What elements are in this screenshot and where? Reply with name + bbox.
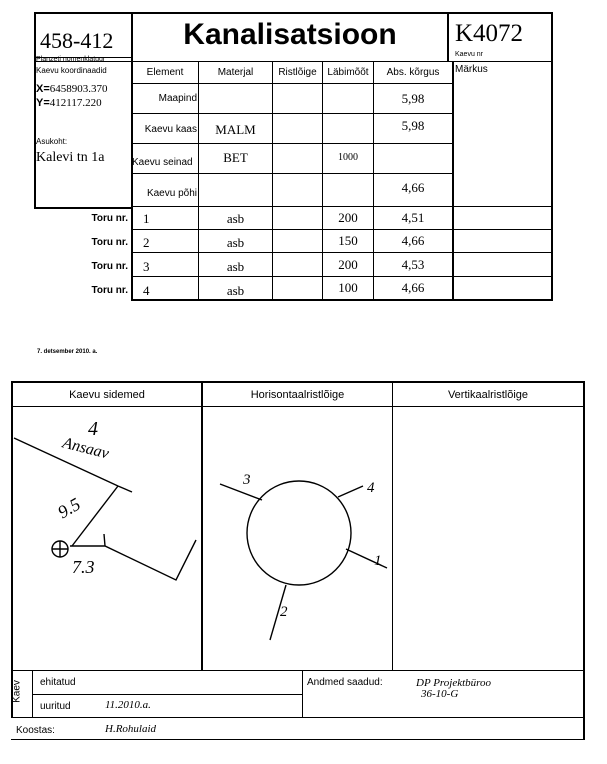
measured-label: uuritud [40, 701, 71, 712]
pipe-abs-height: 4,53 [401, 257, 425, 272]
col-header-element: Element [146, 67, 184, 78]
pipe-abs-height: 4,66 [401, 280, 425, 295]
well-circle [247, 481, 351, 585]
row-abs-height: 4,66 [401, 180, 425, 195]
measured-value: 11.2010.a. [105, 699, 151, 711]
nomenclature-label: Planzeti nomenklatuur [36, 56, 106, 63]
pipe-material: asb [226, 259, 245, 274]
row-material: BET [223, 150, 248, 165]
row-element: Kaevu põhi [146, 188, 197, 199]
pipe-number: 3 [143, 259, 150, 274]
pipe-line-diagonal [72, 486, 118, 546]
row-abs-height: 5,98 [401, 118, 425, 133]
coordinate-x-value: 6458903.370 [49, 83, 108, 95]
coordinates-label: Kaevu koordinaadid [36, 66, 107, 75]
page-title: Kanalisatsioon [183, 18, 397, 51]
row-diameter: 1000 [338, 152, 358, 163]
side-label-well: Kaev [11, 680, 23, 703]
pipe-abs-height: 4,66 [401, 233, 425, 248]
pipe-diameter: 200 [338, 210, 358, 225]
compiled-value: H.Rohulaid [105, 723, 157, 735]
row-material: MALM [215, 122, 256, 137]
col-header-abs-height: Abs. kõrgus [386, 67, 440, 78]
col-header-cross-section: Ristlõige [278, 67, 317, 78]
location-value: Kalevi tn 1a [36, 150, 105, 165]
panel-title-vertical-section: Vertikaalristlõige [447, 389, 529, 401]
col-header-diameter: Läbimõõt [327, 67, 369, 78]
panel-title-well-connections: Kaevu sidemed [69, 389, 145, 401]
pipe-mark-1: 1 [374, 553, 382, 569]
col-header-remarks: Märkus [455, 64, 488, 75]
pipe-4-line [338, 486, 363, 497]
pipe-label: Toru nr. [91, 285, 128, 296]
pipe-mark-2: 2 [280, 604, 288, 620]
pipe-mark-3: 3 [243, 472, 251, 488]
well-number-label: Kaevu nr [455, 51, 484, 58]
data-source-line2: 36-10-G [421, 688, 459, 700]
pipe-mark-4: 4 [367, 480, 375, 496]
pipe-material: asb [226, 211, 245, 226]
row-element: Kaevu seinad [132, 157, 193, 168]
pipe-number: 2 [143, 235, 150, 250]
row-element: Kaevu kaas [144, 124, 197, 135]
pipe-tick [104, 534, 105, 546]
coordinate-x-prefix: X= [36, 83, 50, 95]
pipe-stub [118, 486, 132, 492]
row-abs-height: 5,98 [401, 91, 425, 106]
print-date: 7. detsember 2010. a. [37, 349, 98, 355]
row-element: Maapind [158, 93, 197, 104]
pipe-label: Toru nr. [91, 237, 128, 248]
pipe-number: 1 [143, 211, 150, 226]
col-header-material: Materjal [217, 67, 254, 78]
pipe-label: Toru nr. [91, 261, 128, 272]
compiled-label: Koostas: [16, 725, 55, 736]
pipe-diameter: 150 [338, 233, 358, 248]
pipe-3-line [220, 484, 262, 500]
panel-title-horizontal-section: Horisontaalristlõige [250, 389, 345, 401]
coordinate-y-value: 412117.220 [49, 97, 102, 109]
pipe-number: 4 [143, 283, 150, 298]
built-label: ehitatud [40, 677, 76, 688]
pipe-diameter: 100 [338, 280, 358, 295]
pipe-label: Toru nr. [91, 213, 128, 224]
sketch-distance-a: 9.5 [54, 493, 84, 523]
coordinate-y-prefix: Y= [36, 97, 50, 109]
pipe-diameter: 200 [338, 257, 358, 272]
sketch-number-top: 4 [88, 418, 98, 440]
data-source-line1: DP Projektbüroo [416, 677, 492, 689]
pipe-abs-height: 4,51 [401, 210, 425, 225]
well-number-value: K4072 [455, 20, 524, 47]
sketch-word-top: Ansaav [60, 434, 111, 463]
location-label: Asukoht: [36, 137, 68, 146]
nomenclature-value: 458-412 [40, 28, 114, 53]
data-source-label: Andmed saadud: [307, 677, 383, 688]
pipe-material: asb [226, 235, 245, 250]
sketch-distance-b: 7.3 [72, 557, 95, 577]
pipe-material: asb [226, 283, 245, 298]
horizontal-section-sketch [220, 481, 387, 640]
